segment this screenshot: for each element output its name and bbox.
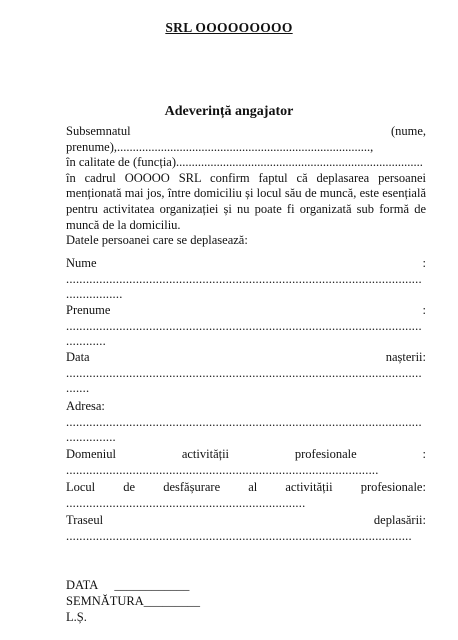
traseul-label: Traseul [66,513,104,527]
data-dots-2: ....... [66,381,90,396]
locul-word-5: activității [285,480,333,494]
locul-word-6: profesionale: [360,480,426,494]
date-blank-line: ____________ [114,578,190,592]
locul-word-2: de [123,480,136,494]
domeniul-colon: : [422,447,426,461]
data-label: Data [66,350,90,364]
data-label-row [66,350,426,366]
adresa-label: Adresa: [66,399,105,413]
domeniul-dots-1: .............................................................................................. [66,462,379,477]
locul-word-1: Locul [66,480,96,494]
confirmation-paragraph: în cadrul OOOOO SRL confirm faptul că deplasarea persoanei menționată mai jos, între domiciliu și locul său de muncă, este esențială pentru activitatea organizației și nu poate fi organizată sub formă de muncă de la domiciliu. [66,170,426,232]
signature-blank-line: _________ [143,594,201,608]
prenume-label: Prenume [66,303,111,317]
locul-word-3: desfășurare [163,480,221,494]
intro-line-3 [66,155,426,171]
locul-dots-1: ........................................................................ [66,495,306,510]
document-title: Adeverință angajator [164,104,294,119]
intro-line-1 [66,124,426,140]
field-data-nasterii [66,350,426,397]
signature-row [66,594,200,610]
locul-label-row [66,480,426,496]
signature-date-row [66,578,189,594]
adresa-dots-1: ........................................................................................................... [66,414,422,429]
field-adresa [66,399,426,446]
domeniul-word-1: Domeniul [66,447,116,461]
prenume-dots-2: ............ [66,334,106,349]
field-traseul [66,513,426,544]
signature-label: SEMNĂTURA [66,594,144,608]
domeniul-word-2: activității [181,447,230,461]
intro-line-2: prenume),................................................................................., [66,139,374,154]
prenume-dots-1: ........................................................................................................... [66,318,422,333]
nasterii-label: nașterii: [385,350,426,364]
nume-hint: (nume, [390,124,426,138]
nume-dots-2: ................. [66,287,123,302]
nume-dots-1: ........................................................................................................... [66,271,422,286]
field-prenume [66,303,426,350]
date-label: DATA [66,578,99,592]
field-locul [66,480,426,511]
domeniul-word-3: profesionale [294,447,357,461]
prenume-label-row [66,303,426,319]
locul-word-4: al [248,480,258,494]
functia-dots: ............................................................................... [176,155,423,170]
nume-label-row [66,256,426,272]
nume-label: Nume [66,256,97,270]
field-nume [66,256,426,303]
persons-heading: Datele persoanei care se deplasează: [66,233,248,248]
field-domeniul [66,447,426,478]
data-dots-1: ........................................................................................................... [66,365,422,380]
functia-label: în calitate de (funcția) [66,155,177,170]
traseul-label-row [66,513,426,529]
adresa-dots-2: ............... [66,430,116,445]
prenume-colon: : [422,303,426,317]
nume-colon: : [422,256,426,270]
traseul-dots-1: ........................................................................................................ [66,528,412,543]
domeniul-label-row [66,447,426,463]
deplasarii-label: deplasării: [373,513,426,527]
company-name: SRL OOOOOOOOO [165,20,293,35]
intro-section [66,124,426,249]
subsemnatul-label: Subsemnatul [66,124,131,138]
stamp-label: L.Ș. [66,610,87,624]
